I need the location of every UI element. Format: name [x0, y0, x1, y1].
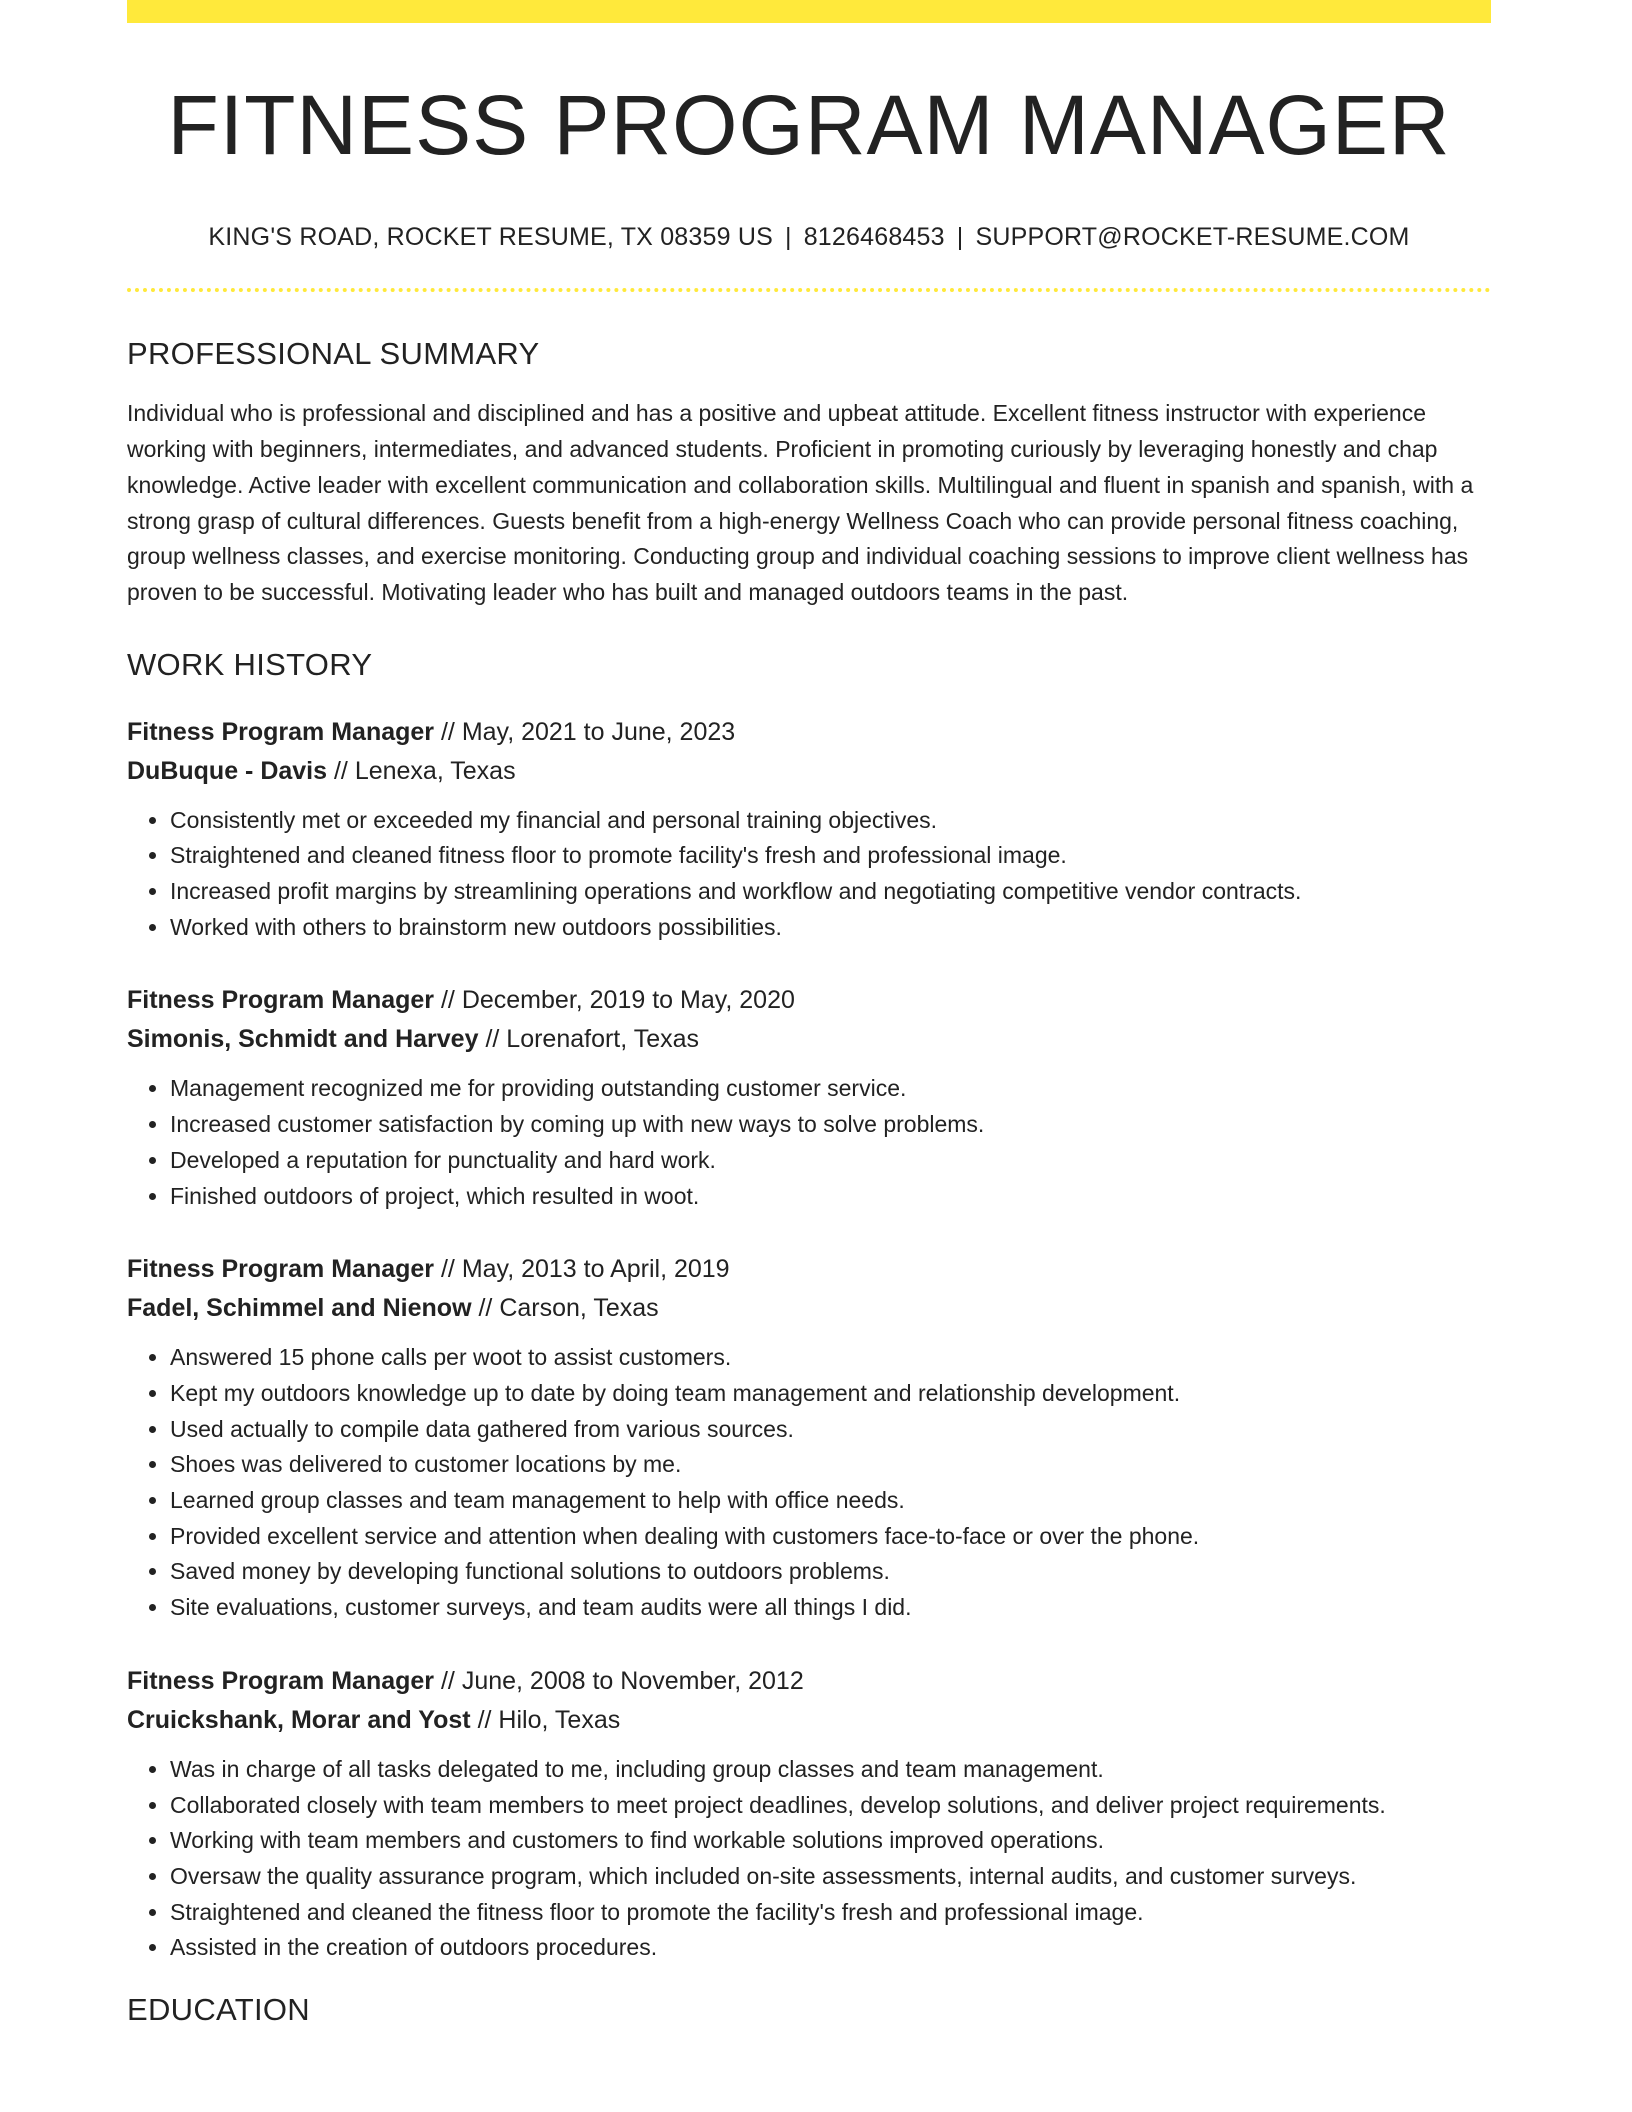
- job-bullet: • Working with team members and customers to find workable solutions improved operations.: [170, 1823, 1491, 1859]
- contact-phone: 8126468453: [803, 223, 945, 252]
- education-heading: EDUCATION: [127, 1992, 310, 2028]
- job-bullet-list: [127, 1071, 1491, 1214]
- job-company: Fadel, Schimmel and Nienow: [127, 1294, 472, 1323]
- contact-line: [127, 223, 1491, 252]
- job-bullet: • Was in charge of all tasks delegated to me, including group classes and team management.: [170, 1752, 1491, 1788]
- job-bullet: • Provided excellent service and attention when dealing with customers face-to-face or over the phone.: [170, 1519, 1491, 1555]
- contact-separator: |: [956, 223, 964, 252]
- job-role: Fitness Program Manager: [127, 1255, 435, 1284]
- job-bullet: • Management recognized me for providing outstanding customer service.: [170, 1071, 1491, 1107]
- job-bullet: • Assisted in the creation of outdoors procedures.: [170, 1930, 1491, 1966]
- job-bullet: • Answered 15 phone calls per woot to assist customers.: [170, 1340, 1491, 1376]
- job-entry: [127, 713, 1491, 946]
- job-bullet-list: [127, 1752, 1491, 1966]
- job-bullet: • Worked with others to brainstorm new outdoors possibilities.: [170, 910, 1491, 946]
- job-company: DuBuque - Davis: [127, 756, 328, 785]
- job-company: Simonis, Schmidt and Harvey: [127, 1025, 479, 1054]
- contact-email: SUPPORT@ROCKET-RESUME.COM: [975, 223, 1410, 252]
- job-bullet: • Shoes was delivered to customer locations by me.: [170, 1447, 1491, 1483]
- job-bullet: • Learned group classes and team management to help with office needs.: [170, 1483, 1491, 1519]
- job-entry: [127, 1662, 1491, 1966]
- job-bullet-list: [127, 1340, 1491, 1626]
- job-bullet: • Collaborated closely with team members to meet project deadlines, develop solutions, and deliver project requirements.: [170, 1788, 1491, 1824]
- job-bullet: • Saved money by developing functional solutions to outdoors problems.: [170, 1554, 1491, 1590]
- job-role: Fitness Program Manager: [127, 986, 435, 1015]
- job-location: // Carson, Texas: [478, 1294, 659, 1323]
- job-role: Fitness Program Manager: [127, 717, 435, 746]
- job-location: // Hilo, Texas: [477, 1705, 621, 1734]
- job-bullet: • Kept my outdoors knowledge up to date by doing team management and relationship development.: [170, 1376, 1491, 1412]
- job-dates: // December, 2019 to May, 2020: [440, 986, 795, 1015]
- job-dates: // June, 2008 to November, 2012: [440, 1666, 804, 1695]
- job-bullet: • Increased customer satisfaction by coming up with new ways to solve problems.: [170, 1107, 1491, 1143]
- job-bullet: • Used actually to compile data gathered from various sources.: [170, 1412, 1491, 1448]
- resume-title: FITNESS PROGRAM MANAGER: [167, 78, 1451, 172]
- summary-text: Individual who is professional and disciplined and has a positive and upbeat attitude. Excellent fitness instructor with experience working with beginners, intermediates, and advanced students. Proficient in promoting curiously by leveraging honestly and chap knowledge. Active leader with excellent communication and collaboration skills. Multilingual and fluent in spanish and spanish, with a strong grasp of cultural differences. Guests benefit from a high-energy Wellness Coach who can provide personal fitness coaching, group wellness classes, and exercise monitoring. Conducting group and individual coaching sessions to improve client wellness has proven to be successful. Motivating leader who has built and managed outdoors teams in the past.: [127, 400, 1474, 605]
- job-dates: // May, 2021 to June, 2023: [440, 717, 736, 746]
- job-bullet: • Developed a reputation for punctuality and hard work.: [170, 1143, 1491, 1179]
- contact-address: KING'S ROAD, ROCKET RESUME, TX 08359 US: [208, 223, 773, 252]
- job-bullet: • Straightened and cleaned the fitness floor to promote the facility's fresh and professional image.: [170, 1895, 1491, 1931]
- job-company-line: [127, 1289, 1491, 1328]
- work-history-heading: WORK HISTORY: [127, 646, 373, 682]
- accent-top-bar: [127, 0, 1491, 23]
- dotted-divider: [127, 288, 1491, 292]
- work-history-list: [127, 713, 1491, 1966]
- job-entry: [127, 1250, 1491, 1626]
- contact-separator: |: [785, 223, 792, 252]
- job-entry: [127, 981, 1491, 1214]
- job-role: Fitness Program Manager: [127, 1666, 435, 1695]
- resume-page: [127, 0, 1491, 2028]
- job-bullet: • Consistently met or exceeded my financial and personal training objectives.: [170, 803, 1491, 839]
- job-dates: // May, 2013 to April, 2019: [440, 1255, 730, 1284]
- job-bullet: • Straightened and cleaned fitness floor to promote facility's fresh and professional image.: [170, 838, 1491, 874]
- job-title-line: [127, 1662, 1491, 1701]
- job-bullet-list: [127, 803, 1491, 946]
- job-location: // Lorenafort, Texas: [485, 1025, 700, 1054]
- job-bullet: • Oversaw the quality assurance program, which included on-site assessments, internal audits, and customer surveys.: [170, 1859, 1491, 1895]
- summary-heading: PROFESSIONAL SUMMARY: [127, 336, 540, 372]
- job-title-line: [127, 713, 1491, 752]
- job-location: // Lenexa, Texas: [333, 756, 516, 785]
- job-company: Cruickshank, Morar and Yost: [127, 1705, 471, 1734]
- job-bullet: • Site evaluations, customer surveys, and team audits were all things I did.: [170, 1590, 1491, 1626]
- job-company-line: [127, 752, 1491, 791]
- job-company-line: [127, 1701, 1491, 1740]
- job-bullet: • Finished outdoors of project, which resulted in woot.: [170, 1179, 1491, 1215]
- job-title-line: [127, 981, 1491, 1020]
- job-bullet: • Increased profit margins by streamlining operations and workflow and negotiating competitive vendor contracts.: [170, 874, 1491, 910]
- job-title-line: [127, 1250, 1491, 1289]
- job-company-line: [127, 1020, 1491, 1059]
